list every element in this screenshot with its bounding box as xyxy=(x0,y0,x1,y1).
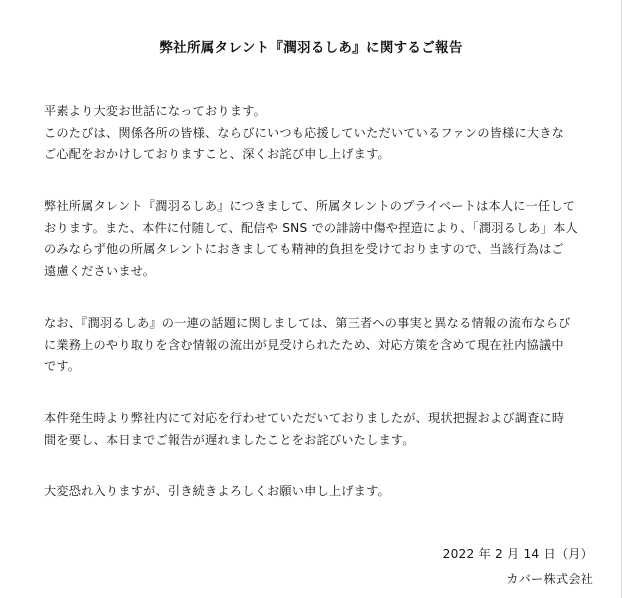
paragraph-line: このたびは、関係各所の皆様、ならびにいつも応援していただいているファンの皆様に大きな xyxy=(44,125,565,140)
paragraph-line: のみならず他の所属タレントにおきましても精神的負担を受けておりますので、当該行為はご xyxy=(44,242,564,257)
paragraph-privacy xyxy=(44,196,604,282)
paragraph-line: に業務上のやり取りを含む情報の流出が見受けられたため、対応方策を含めて現在社内協議中 xyxy=(44,337,564,352)
paragraph-line: 本件発生時より弊社内にて対応を行わせていただいておりましたが、現状把握および調査に時 xyxy=(44,411,565,425)
paragraph-line: 遠慮くださいませ。 xyxy=(44,263,156,278)
paragraph-greeting xyxy=(44,101,604,166)
paragraph-line: 弊社所属タレント『潤羽るしあ』につきまして、所属タレントのプライベートは本人に一任して xyxy=(44,199,576,213)
paragraph-line: です。 xyxy=(44,359,81,374)
paragraph-line: ご心配をおかけしておりますこと、深くお詫び申し上げます。 xyxy=(44,147,390,162)
document-date: 2022 年 2 月 14 日（月） xyxy=(442,547,593,561)
paragraph-line: おります。また、本件に付随して、配信や SNS での誹謗中傷や捏造により、「潤羽るしあ」本人 xyxy=(44,220,578,235)
paragraph-apology xyxy=(44,408,604,451)
paragraph-closing xyxy=(44,481,604,503)
paragraph-line: 大変恐れ入りますが、引き続きよろしくお願い申し上げます。 xyxy=(44,484,390,498)
paragraph-investigation xyxy=(44,313,604,378)
paragraph-line: なお、『潤羽るしあ』の一連の話題に関しましては、第三者への事実と異なる情報の流布ならび xyxy=(44,316,571,330)
document-title: 弊社所属タレント『潤羽るしあ』に関するご報告 xyxy=(159,40,463,56)
paragraph-line: 間を要し、本日までご報告が遅れましたことをお詫びいたします。 xyxy=(44,432,415,447)
paragraph-line: 平素より大変お世話になっております。 xyxy=(44,104,266,118)
company-name: カバー株式会社 xyxy=(506,572,593,586)
